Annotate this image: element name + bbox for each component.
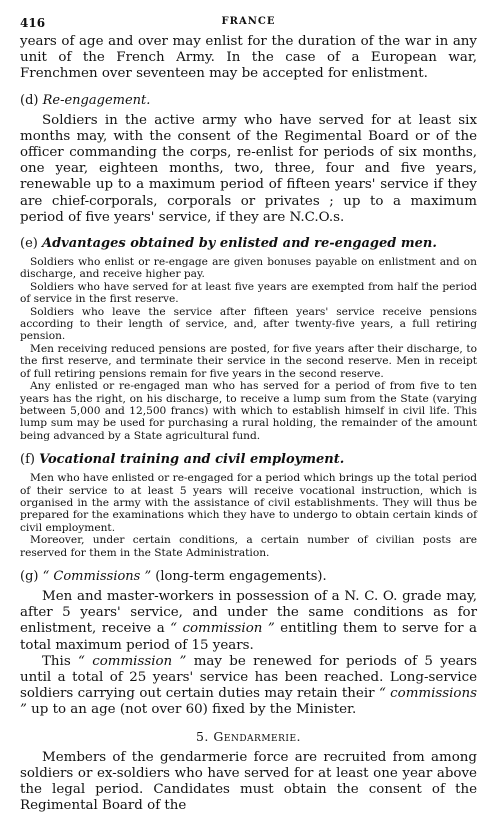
section-5-title: Gendarmerie. xyxy=(213,728,301,744)
section-g-title-italic: “ Commissions ” xyxy=(42,568,152,584)
section-e-title: Advantages obtained by enlisted and re-engaged men. xyxy=(41,236,437,252)
section-5-body: Members of the gendarmerie force are recruited from among soldiers or ex-soldiers who have served for at least one year above the legal period. Candidates must obtain the consent of the Regimental Board of the xyxy=(20,749,477,814)
section-f-label: (f) xyxy=(20,452,35,468)
section-f-heading xyxy=(20,451,477,468)
section-g-paragraph-1 xyxy=(20,589,477,654)
section-g-title-rest: (long-term engagements). xyxy=(151,568,327,584)
section-f-paragraph: Men who have enlisted or re-engaged for a period which brings up the total period of their service to at least 5 years will receive vocational instruction, which is organised in the army with the assistance of civil establishments. They will thus be prepared for the examinations which they have to undergo to obtain certain kinds of civil employment. xyxy=(20,472,477,534)
section-d-label: (d) xyxy=(20,92,39,108)
commissions-term: “ commissions ” xyxy=(20,686,477,718)
section-g-p2-text-c: up to an age (not over 60) fixed by the Minister. xyxy=(26,702,357,718)
section-d-title: Re-engagement. xyxy=(42,92,151,108)
section-g-p1-text-b: entitling them to serve for a total maximum period of 15 years. xyxy=(20,621,477,653)
page-number: 416 xyxy=(20,16,46,30)
section-d-body: Soldiers in the active army who have served for at least six months may, with the consent of the Regimental Board or of the officer commanding the corps, re-enlist for periods of six months, one year, eighteen months, two, three, four and five years, renewable up to a maximum period of fifteen years' service if they are chief-corporals, corporals or privates ; up to a maximum period of five years' service, if they are N.C.O.s. xyxy=(20,112,477,225)
section-e-label: (e) xyxy=(20,236,38,252)
section-g-p2-text-b: may be renewed for periods of 5 years until a total of 25 years' service has been reached. Long-service soldiers carrying out certain duties may retain their xyxy=(20,653,477,702)
section-e-heading xyxy=(20,235,477,252)
intro-paragraph: years of age and over may enlist for the duration of the war in any unit of the French Army. In the case of a European war, Frenchmen over seventeen may be accepted for enlistment. xyxy=(20,34,477,82)
section-e-paragraph: Soldiers who leave the service after fifteen years' service receive pensions according to their length of service, and, after twenty-five years, a full retiring pension. xyxy=(20,305,477,343)
section-e-paragraph: Any enlisted or re-engaged man who has served for a period of from five to ten years has the right, on his discharge, to receive a lump sum from the State (varying between 5,000 and 12,500 francs) with which to establish himself in civil life. This lump sum may be used for purchasing a rural holding, the remainder of the amount being advanced by a State agricultural fund. xyxy=(20,380,477,442)
section-d-heading xyxy=(20,92,477,109)
running-title: FRANCE xyxy=(221,16,276,27)
section-5-number: 5. xyxy=(195,728,209,744)
section-g-paragraph-2 xyxy=(20,654,477,719)
section-g-p2-text-a: This xyxy=(42,653,79,669)
section-f-paragraph: Moreover, under certain conditions, a certain number of civilian posts are reserved for them in the State Administration. xyxy=(20,534,477,559)
section-5-heading xyxy=(20,729,477,744)
page-header xyxy=(20,12,477,34)
section-f-title: Vocational training and civil employment. xyxy=(39,452,345,468)
section-e-paragraph: Soldiers who enlist or re-engage are given bonuses payable on enlistment and on discharge, and receive higher pay. xyxy=(20,256,477,281)
section-e-paragraph: Soldiers who have served for at least five years are exempted from half the period of service in the first reserve. xyxy=(20,280,477,306)
section-e-paragraph: Men receiving reduced pensions are posted, for five years after their discharge, to the first reserve, and terminate their service in the second reserve. Men in receipt of full retiring pensions remain for five years in the second reserve. xyxy=(20,342,477,380)
section-g-heading xyxy=(20,568,477,585)
section-g-label: (g) xyxy=(20,568,39,584)
commission-term: “ commission ” xyxy=(170,621,275,637)
commission-term: “ commission ” xyxy=(78,653,187,669)
section-g-p1-text-a: Men and master-workers in possession of a N. C. O. grade may, after 5 years' service, and under the same conditions as for enlistment, receive a xyxy=(20,588,477,637)
